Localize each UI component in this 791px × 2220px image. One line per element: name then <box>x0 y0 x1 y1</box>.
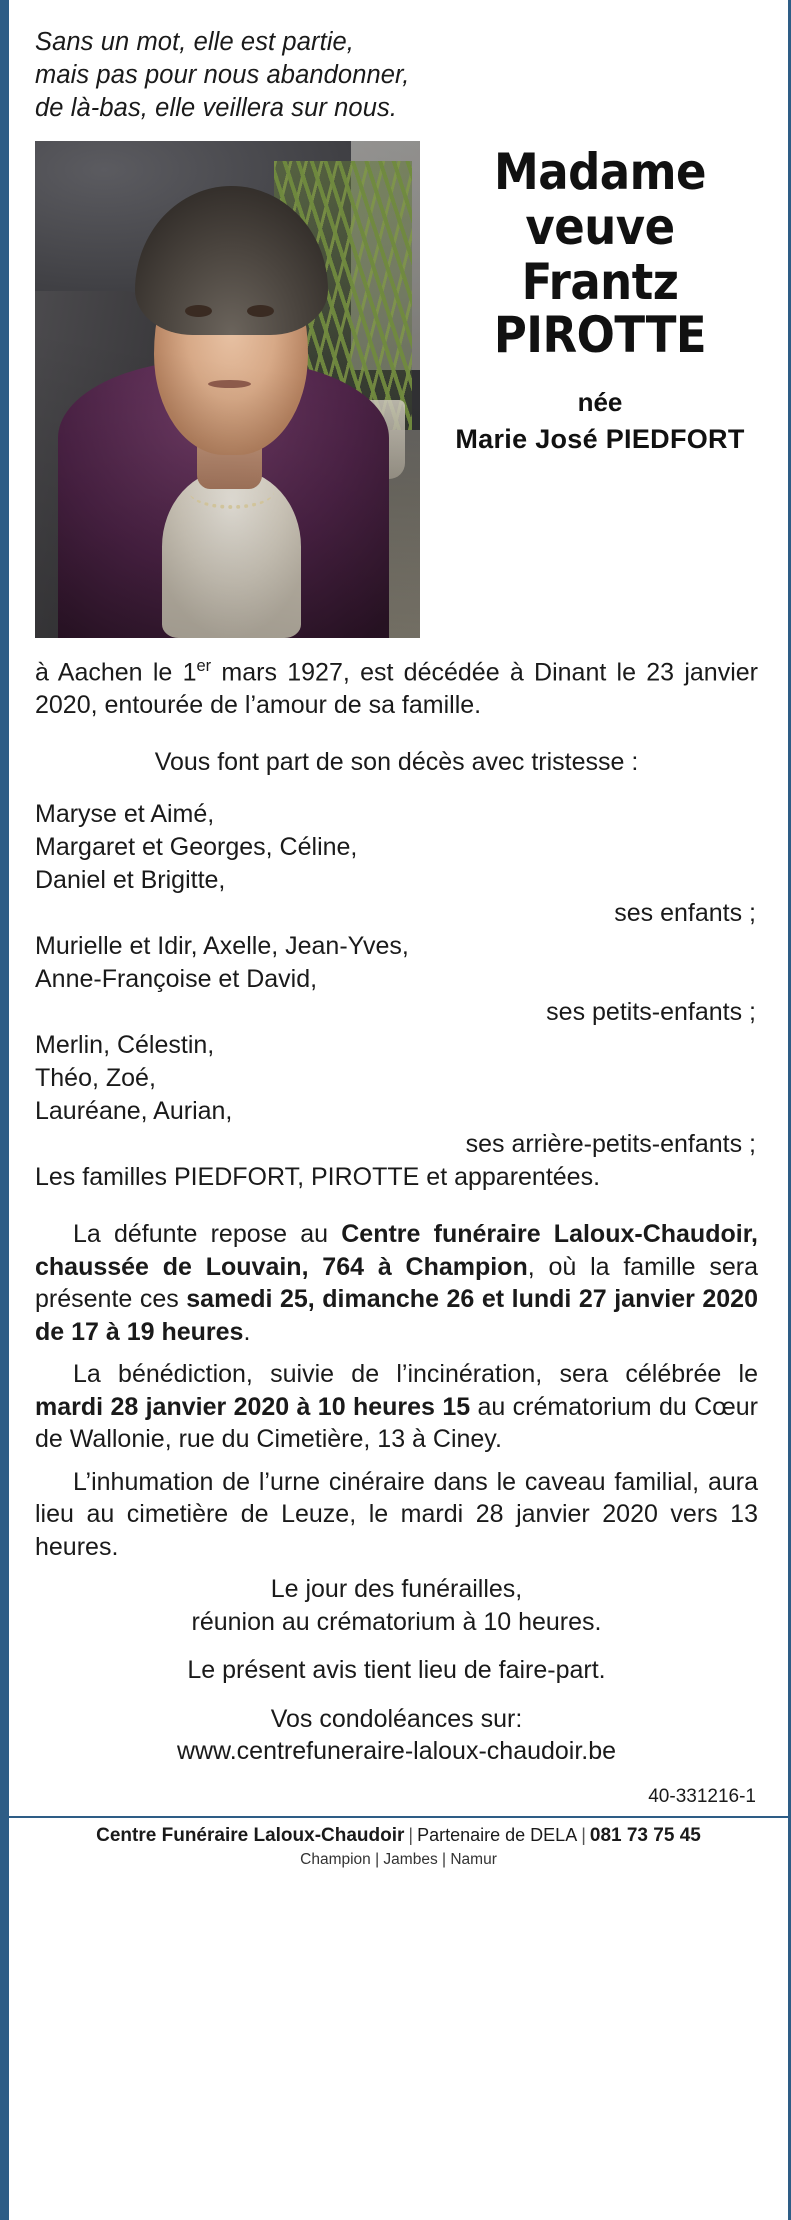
epitaph-line-3: de là-bas, elle veillera sur nous. <box>35 94 398 123</box>
title-madame: Madame <box>493 143 707 202</box>
footer <box>9 1816 788 1878</box>
birth-day-suffix: er <box>196 657 212 676</box>
faire-part-line: Le présent avis tient lieu de faire-part. <box>187 1656 606 1685</box>
list-item: Murielle et Idir, Axelle, Jean-Yves, <box>35 932 409 961</box>
death-place: Dinant <box>534 658 607 687</box>
family-role: ses enfants ; <box>614 899 756 928</box>
condolences-website[interactable]: www.centrefuneraire-laloux-chaudoir.be <box>176 1737 617 1766</box>
footer-primary-line <box>9 1825 788 1847</box>
family-group <box>35 798 758 930</box>
portrait-photo <box>35 141 420 638</box>
reference-number: 40-331216-1 <box>648 1785 756 1807</box>
footer-separator-1: | <box>408 1824 414 1845</box>
footer-separator-2: | <box>581 1824 586 1845</box>
birth-date-rest: mars 1927 <box>211 658 343 687</box>
footer-company: Centre Funéraire Laloux-Chaudoir <box>96 1824 405 1846</box>
list-item: Merlin, Célestin, <box>35 1031 215 1060</box>
footer-cities: Champion | Jambes | Namur <box>300 1850 497 1868</box>
birth-day: 1 <box>182 658 197 687</box>
visiting-hours: samedi 25, dimanche 26 et lundi 27 janvier 2020 de 17 à 19 heures <box>35 1285 758 1346</box>
list-item: Anne-Françoise et David, <box>35 965 318 994</box>
epitaph-line-1: Sans un mot, elle est partie, <box>35 28 354 56</box>
family-role: ses arrière-petits-enfants ; <box>465 1130 756 1159</box>
photo-vignette <box>35 141 420 638</box>
death-date: 23 janvier 2020 <box>35 658 758 720</box>
funeral-day-line-1: Le jour des funérailles, <box>270 1575 523 1604</box>
family-list <box>35 798 758 1194</box>
benediction-paragraph: La bénédiction, suivie de l’incinération, sera célébrée le mardi 28 janvier 2020 à 10 heures 15 au crématorium du Cœur de Wallonie, rue du Cimetière, 13 à Ciney. <box>35 1360 758 1454</box>
epitaph <box>35 26 758 125</box>
invite-line: Vous font part de son décès avec tristesse : <box>154 747 639 776</box>
repose-paragraph: La défunte repose au Centre funéraire Laloux-Chaudoir, chaussée de Louvain, 764 à Champion, où la famille sera présente ces samedi 25, dimanche 26 et lundi 27 janvier 2020 de 17 à 19 heures. <box>35 1220 758 1346</box>
epitaph-line-2: mais pas pour nous abandonner, <box>35 61 410 90</box>
list-item: Maryse et Aimé, <box>35 800 215 829</box>
nee-label: née <box>577 387 623 418</box>
notice-content <box>9 0 788 1808</box>
ceremony-datetime: mardi 28 janvier 2020 à 10 heures 15 <box>35 1392 471 1421</box>
list-item: Margaret et Georges, Céline, <box>35 833 358 862</box>
family-closing: Les familles PIEDFORT, PIROTTE et apparentées. <box>35 1163 601 1192</box>
family-name: PIROTTE <box>493 306 707 365</box>
name-block <box>442 141 758 455</box>
funeral-home-address: Centre funéraire Laloux-Chaudoir, chaussée de Louvain, 764 à Champion <box>35 1220 758 1281</box>
birth-name: Marie José PIEDFORT <box>455 424 745 455</box>
family-role: ses petits-enfants ; <box>546 998 756 1027</box>
inhumation-paragraph: L’inhumation de l’urne cinéraire dans le caveau familial, aura lieu au cimetière de Leuze, le mardi 28 janvier 2020 vers 13 heures. <box>35 1467 758 1561</box>
footer-phone[interactable]: 081 73 75 45 <box>589 1824 701 1846</box>
funeral-day-line-2: réunion au crématorium à 10 heures. <box>191 1607 602 1636</box>
condolences-label: Vos condoléances sur: <box>270 1704 523 1733</box>
list-item: Daniel et Brigitte, <box>35 866 226 895</box>
husband-first-name: Frantz <box>521 253 679 312</box>
body-text <box>35 656 758 1807</box>
footer-partner: Partenaire de DELA <box>417 1824 578 1845</box>
family-group <box>35 930 758 1029</box>
header-section <box>35 141 758 638</box>
birth-death-paragraph: à Aachen le 1er mars 1927, est décédée à Dinant le 23 janvier 2020, entourée de l’amour de sa famille. <box>35 657 758 720</box>
family-group <box>35 1029 758 1161</box>
list-item: Lauréane, Aurian, <box>35 1097 233 1126</box>
title-veuve: veuve <box>525 198 675 257</box>
birth-place: Aachen <box>57 658 143 687</box>
list-item: Théo, Zoé, <box>35 1064 156 1093</box>
